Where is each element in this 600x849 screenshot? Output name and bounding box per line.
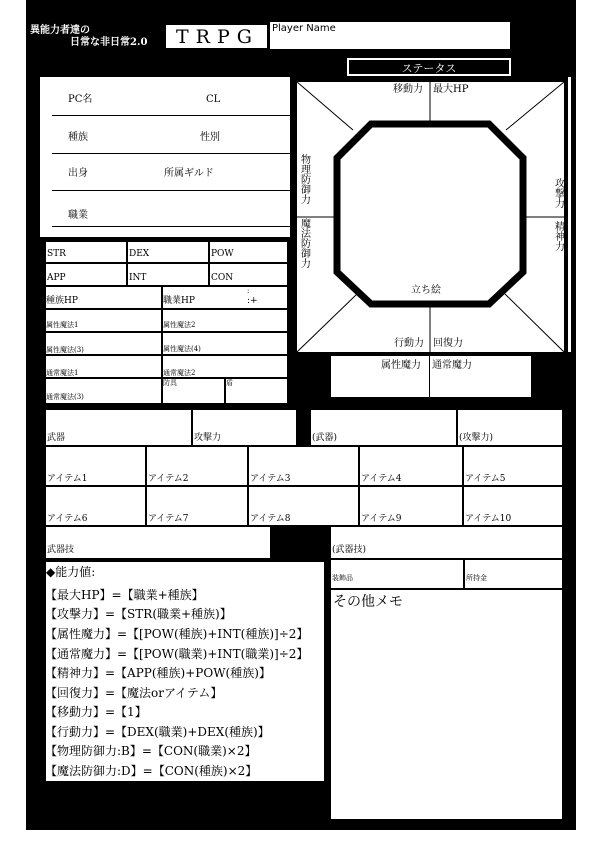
money-label: 所持金 — [466, 574, 487, 582]
ability-line-1: 【最大HP】=【職業+種族】 — [45, 588, 204, 602]
player-name-label: Player Name — [272, 23, 336, 34]
action-label: 行動力 — [394, 338, 424, 349]
logo-box — [165, 24, 268, 49]
memo-area[interactable] — [331, 590, 562, 819]
int-label: INT — [129, 273, 147, 283]
subtitle-line1: 異能力者達の — [30, 25, 90, 36]
item-8: アイテム8 — [250, 514, 291, 524]
spirit-label: 精神力 — [552, 221, 564, 251]
shield-label: 盾 — [226, 379, 233, 387]
armor-label: 防具 — [163, 379, 177, 387]
item-1: アイテム1 — [47, 474, 88, 484]
ability-line-10: 【魔法防御力:D】=【CON(種族)×2】 — [45, 764, 258, 778]
ability-line-6: 【回復力】=【魔法orアイテム】 — [45, 686, 223, 700]
ability-line-7: 【移動力】=【1】 — [45, 705, 147, 719]
attr-magic4-label: 属性魔法(4) — [163, 345, 201, 353]
ability-line-9: 【物理防御力:B】=【CON(職業)×2】 — [45, 744, 257, 758]
ability-line-5: 【精神力】=【APP(種族)+POW(種族)】 — [45, 666, 271, 680]
logo-text: TRPG — [176, 26, 259, 48]
power-row — [331, 356, 531, 397]
normal-magic1-label: 通常魔法1 — [46, 369, 79, 377]
app-label: APP — [47, 273, 66, 283]
item-2: アイテム2 — [148, 474, 189, 484]
abilities-block — [46, 562, 324, 781]
magic-def-label: 魔法防御力 — [298, 218, 310, 268]
attr-magic2-label: 属性魔法2 — [163, 321, 196, 329]
side-strip — [568, 77, 571, 352]
item-10: アイテム10 — [465, 514, 512, 524]
pc-name-label: PC名 — [68, 94, 93, 105]
ability-line-8: 【行動力】=【DEX(職業)+DEX(種族)】 — [45, 725, 270, 739]
attack-label: 攻撃力 — [552, 178, 564, 208]
item-3: アイテム3 — [250, 474, 291, 484]
normal-magic2-label: 通常魔法2 — [163, 369, 196, 377]
dex-label: DEX — [129, 249, 150, 259]
race-hp-label: 種族HP — [46, 296, 78, 306]
ability-line-4: 【通常魔力】=【[POW(職業)+INT(職業)]÷2】 — [45, 647, 309, 661]
phys-def-label: 物理防御力 — [298, 154, 310, 204]
ability-line-3: 【属性魔力】=【[POW(種族)+INT(種族)]÷2】 — [45, 627, 309, 641]
item-4: アイテム4 — [361, 474, 402, 484]
job-hp-label: 職業HP — [163, 296, 195, 306]
abilities-heading: ◆能力値: — [46, 565, 96, 579]
normal-magic3-label: 通常魔法(3) — [46, 393, 84, 401]
weapon2-label: (武器) — [312, 433, 338, 443]
subtitle-line2: 日常な非日常2.0 — [70, 37, 148, 48]
weapon-skill-label: 武器技 — [47, 545, 75, 555]
weapon-label: 武器 — [47, 433, 66, 443]
guild-label: 所属ギルド — [164, 168, 214, 179]
hp-colon: : — [247, 287, 250, 295]
race-label: 種族 — [68, 132, 88, 143]
item-5: アイテム5 — [465, 474, 506, 484]
memo-title: その他メモ — [333, 594, 403, 610]
origin-label: 出身 — [68, 168, 88, 179]
status-title-box — [347, 58, 511, 76]
weapon2-attack-label: (攻撃力) — [459, 433, 494, 443]
attr-magic3-label: 属性魔法(3) — [46, 346, 84, 354]
pow-label: POW — [211, 249, 234, 259]
status-diagram-lines — [297, 82, 564, 352]
move-label: 移動力 — [393, 84, 423, 95]
profile-block — [40, 77, 290, 237]
accessory-label: 装飾品 — [332, 574, 353, 582]
ability-line-2: 【攻撃力】=【STR(職業+種族)】 — [45, 607, 232, 621]
max-hp-label: 最大HP — [433, 84, 469, 95]
gender-label: 性別 — [200, 132, 220, 143]
attr-magic1-label: 属性魔法1 — [46, 321, 79, 329]
cl-label: CL — [206, 94, 221, 105]
weapon-skill2-label: (武器技) — [332, 545, 367, 555]
recovery-label: 回復力 — [433, 338, 463, 349]
portrait-label: 立ち絵 — [411, 285, 441, 296]
status-title: ステータス — [401, 62, 457, 75]
con-label: CON — [211, 273, 234, 283]
item-6: アイテム6 — [47, 514, 88, 524]
job-label: 職業 — [68, 210, 88, 221]
attr-power-label: 属性魔力 — [381, 360, 421, 371]
player-name-field[interactable] — [270, 22, 510, 49]
weapon-attack-label: 攻撃力 — [194, 433, 222, 443]
str-label: STR — [47, 249, 66, 259]
status-diagram — [297, 82, 564, 352]
item-9: アイテム9 — [361, 514, 402, 524]
normal-power-label: 通常魔力 — [432, 360, 472, 371]
item-7: アイテム7 — [148, 514, 189, 524]
hp-plus: :+ — [247, 296, 258, 306]
